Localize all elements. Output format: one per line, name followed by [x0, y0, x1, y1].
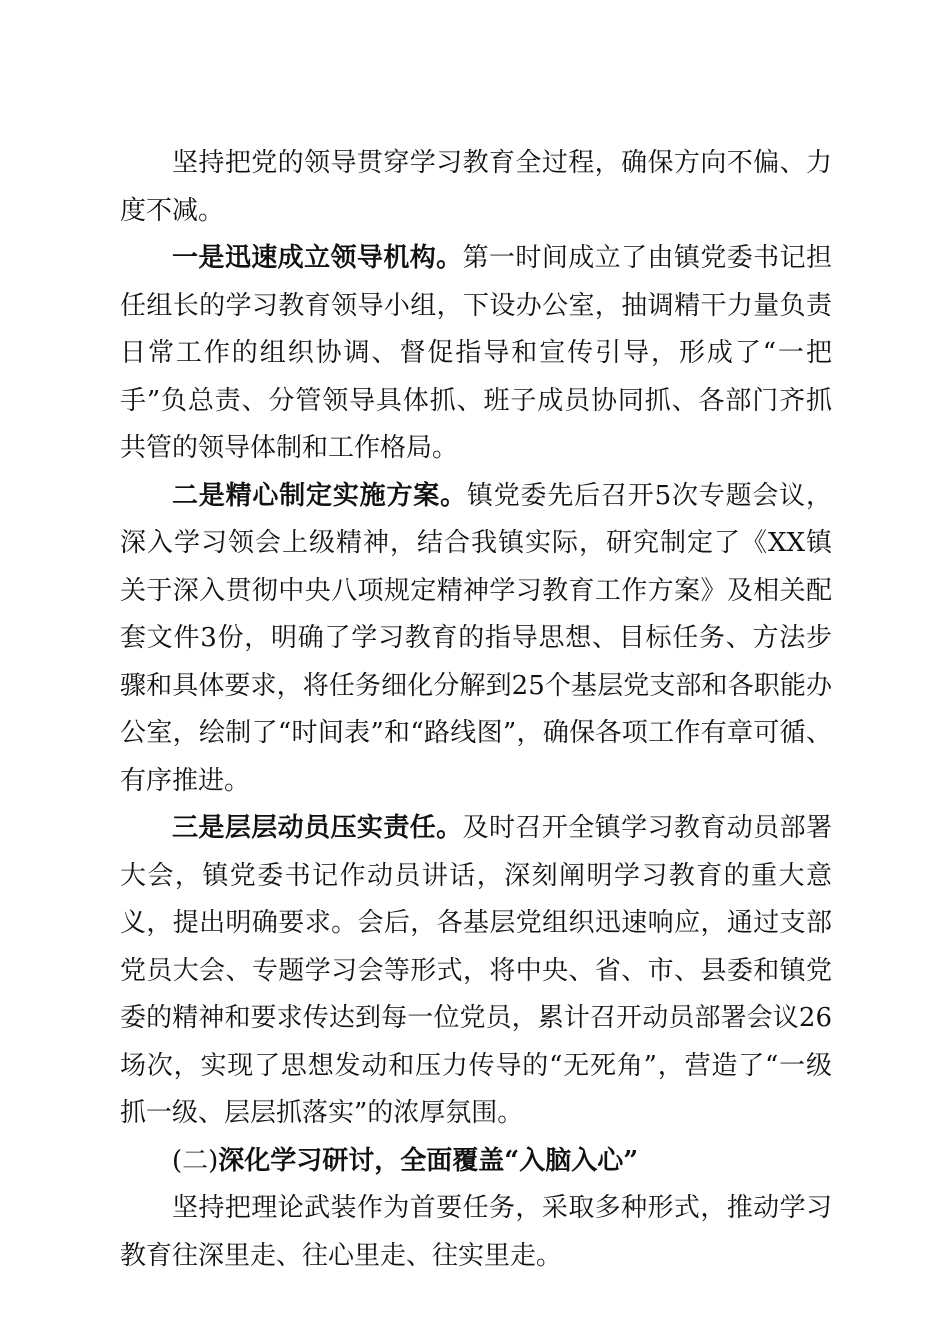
section-heading-prefix: (二) [172, 1145, 219, 1176]
point-two-lead: 二是精心制定实施方案。 [172, 480, 467, 511]
intro-text: 坚持把党的领导贯穿学习教育全过程，确保方向不偏、力度不减。 [120, 148, 832, 226]
point-one-text: 第一时间成立了由镇党委书记担任组长的学习教育领导小组，下设办公室，抽调精干力量负责日常工作的组织协调、督促指导和宣传引导，形成了“一把手”负总责、分管领导具体抓、班子成员协同抓、各部门齐抓共管的领导体制和工作格局。 [120, 243, 832, 463]
document-body [120, 140, 832, 1280]
closing-text: 坚持把理论武装作为首要任务，采取多种形式，推动学习教育往深里走、往心里走、往实里走。 [120, 1193, 832, 1271]
point-two-text: 镇党委先后召开5次专题会议，深入学习领会上级精神，结合我镇实际，研究制定了《XX镇关于深入贯彻中央八项规定精神学习教育工作方案》及相关配套文件3份，明确了学习教育的指导思想、目标任务、方法步骤和具体要求，将任务细化分解到25个基层党支部和各职能办公室，绘制了“时间表”和“路线图”，确保各项工作有章可循、有序推进。 [120, 480, 832, 796]
point-three-lead: 三是层层动员压实责任。 [172, 813, 463, 843]
closing-paragraph [120, 1185, 832, 1280]
point-one-paragraph [120, 235, 832, 473]
point-one-lead: 一是迅速成立领导机构。 [172, 243, 463, 273]
point-two-paragraph [120, 473, 832, 806]
section-heading-title: 深化学习研讨，全面覆盖“入脑入心” [218, 1145, 639, 1176]
point-three-text: 及时召开全镇学习教育动员部署大会，镇党委书记作动员讲话，深刻阐明学习教育的重大意义，提出明确要求。会后，各基层党组织迅速响应，通过支部党员大会、专题学习会等形式，将中央、省、市、县委和镇党委的精神和要求传达到每一位党员，累计召开动员部署会议26场次，实现了思想发动和压力传导的“无死角”，营造了“一级抓一级、层层抓落实”的浓厚氛围。 [120, 813, 832, 1128]
intro-paragraph [120, 140, 832, 235]
point-three-paragraph [120, 805, 832, 1138]
section-heading [120, 1138, 832, 1186]
